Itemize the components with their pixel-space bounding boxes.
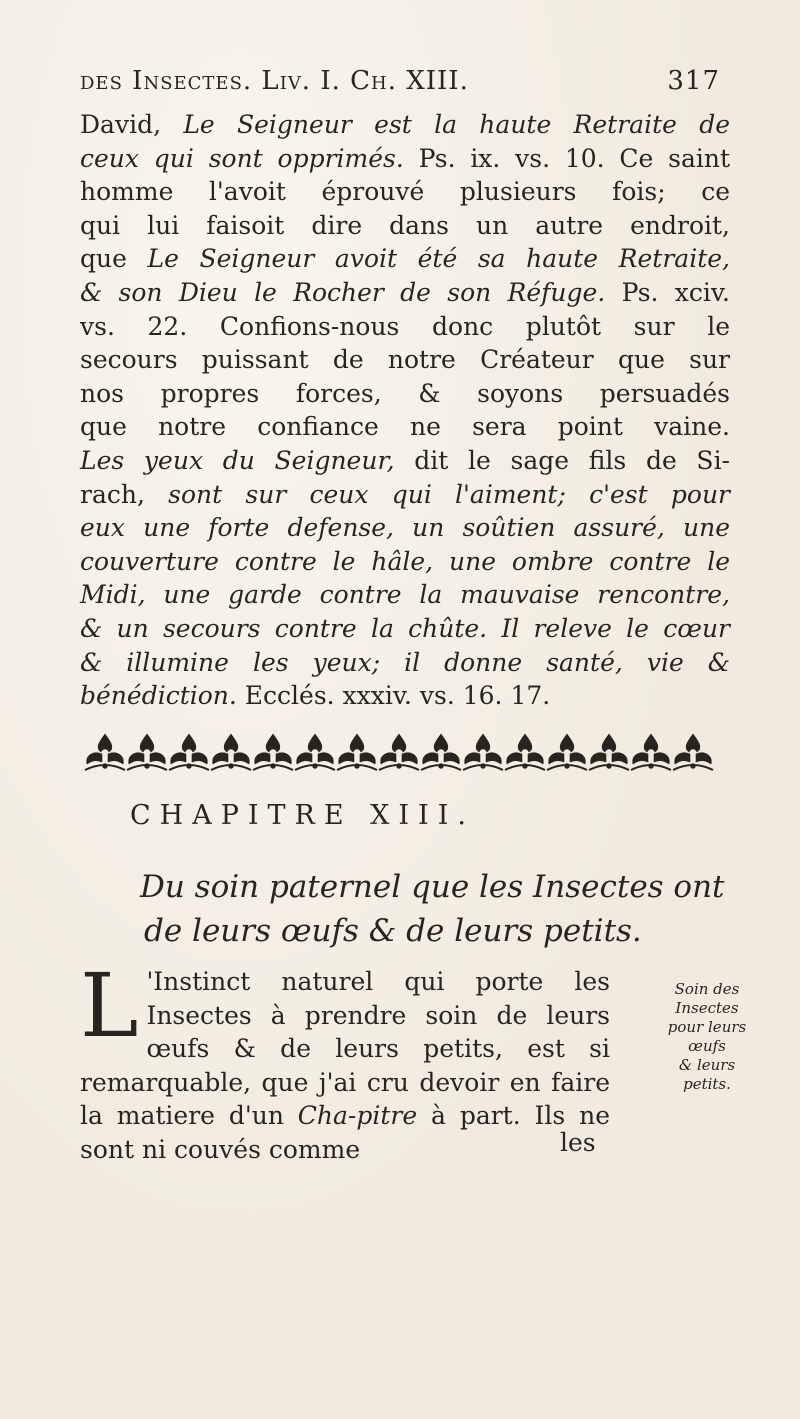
italic-run: & son Dieu le Rocher de son Réfuge. (80, 277, 606, 307)
fleuron-icon (421, 734, 461, 770)
roman-run: homme l'avoit éprouvé plusieurs fois; ce (80, 177, 730, 207)
italic-run: bénédiction. (80, 681, 237, 711)
paragraph-text-end: à part. Ils ne sont ni couvés comme (80, 1101, 611, 1164)
roman-run: David, (80, 110, 184, 139)
text-line (80, 410, 730, 444)
italic-run: eux une forte defense, un soûtien assuré, une (80, 513, 730, 543)
fleuron-icon (337, 734, 377, 770)
roman-run: dit le sage fils de Si- (394, 445, 731, 475)
italic-run: couverture contre le hâle, une ombre contre le (80, 546, 730, 576)
margin-note-line: Insectes (675, 999, 739, 1017)
fleuron-icon (463, 734, 503, 770)
margin-note (662, 980, 752, 1094)
fleuron-icon (547, 734, 587, 770)
text-line (80, 646, 730, 680)
text-line (80, 444, 730, 478)
text-line (80, 679, 730, 713)
page-number: 317 (667, 66, 720, 96)
text-line (80, 242, 730, 276)
text-line (80, 209, 730, 243)
roman-run: nos propres forces, & soyons persuadés (80, 378, 730, 408)
text-line (80, 276, 730, 310)
italic-run: & illumine les yeux; il donne santé, vie & (80, 647, 730, 677)
text-line (80, 612, 730, 646)
fleuron-icon (253, 734, 293, 770)
italic-run: Le Seigneur est la haute Retraite de (183, 110, 730, 139)
roman-run: Ecclés. xxxiv. vs. 16. 17. (236, 681, 551, 711)
fleuron-icon (295, 734, 335, 770)
margin-note-line: Soin des (674, 980, 740, 998)
roman-run: que (80, 244, 148, 274)
text-line (80, 545, 730, 579)
italic-run: & un secours contre la chûte. Il releve le cœur (80, 613, 730, 643)
margin-note-line: œufs (688, 1037, 726, 1055)
running-head (80, 62, 720, 102)
italic-run: Midi, une garde contre la mauvaise rencontre, (80, 580, 730, 610)
fleuron-icon (211, 734, 251, 770)
text-line (80, 511, 730, 545)
ornament-band (84, 730, 714, 776)
running-head-title: des Insectes. Liv. I. Ch. XIII. (80, 66, 469, 96)
roman-run: vs. 22. Confions-nous donc plutôt sur le (80, 311, 730, 341)
fleuron-icon (85, 734, 125, 770)
italic-run: sont sur ceux qui l'aiment; c'est pour (168, 479, 730, 509)
roman-run: que notre confiance ne sera point vaine. (80, 412, 730, 442)
fleuron-icon (127, 734, 167, 770)
italic-run: ceux qui sont opprimés. (80, 143, 404, 173)
chapter-heading: CHAPITRE XIII. (130, 800, 475, 831)
fleuron-icon (169, 734, 209, 770)
paragraph-italic: Cha-pitre (297, 1101, 418, 1131)
margin-note-line: pour leurs (667, 1018, 747, 1036)
text-line (80, 142, 730, 176)
italic-run: Le Seigneur avoit été sa haute Retraite, (147, 244, 730, 274)
fleuron-icon (673, 734, 713, 770)
text-line (80, 578, 730, 612)
fleuron-icon (505, 734, 545, 770)
margin-note-line: & leurs (678, 1056, 736, 1074)
opening-text (80, 108, 730, 713)
fleuron-icon (379, 734, 419, 770)
drop-cap: L (80, 954, 139, 1057)
roman-run: secours puissant de notre Créateur que sur (80, 345, 730, 375)
italic-run: Les yeux du Seigneur, (80, 445, 395, 475)
roman-run: rach, (80, 479, 169, 509)
roman-run: Ps. ix. vs. 10. Ce saint (403, 143, 730, 173)
roman-run: qui lui faisoit dire dans un autre endroit, (80, 210, 730, 240)
chapter-title (140, 865, 740, 953)
text-line (80, 343, 730, 377)
chapter-title-line-2: de leurs œufs & de leurs petits. (144, 913, 642, 949)
text-line (80, 478, 730, 512)
text-line (80, 175, 730, 209)
chapter-body-paragraph (80, 954, 611, 1167)
paragraph-text: 'Instinct naturel qui porte les Insectes à prendre soin de leurs œufs & de leurs petits, est si remarquable, que j'ai cru devoir en faire la matiere d'un (80, 967, 610, 1131)
fleuron-icon (589, 734, 629, 770)
chapter-title-line-1: Du soin paternel que les Insectes ont (140, 869, 725, 905)
roman-run: Ps. xciv. (605, 277, 730, 307)
text-line (80, 310, 730, 344)
text-line (80, 377, 730, 411)
text-line (80, 108, 730, 142)
catchword: les (560, 1128, 596, 1157)
fleuron-icon (631, 734, 671, 770)
margin-note-line: petits. (683, 1075, 731, 1093)
